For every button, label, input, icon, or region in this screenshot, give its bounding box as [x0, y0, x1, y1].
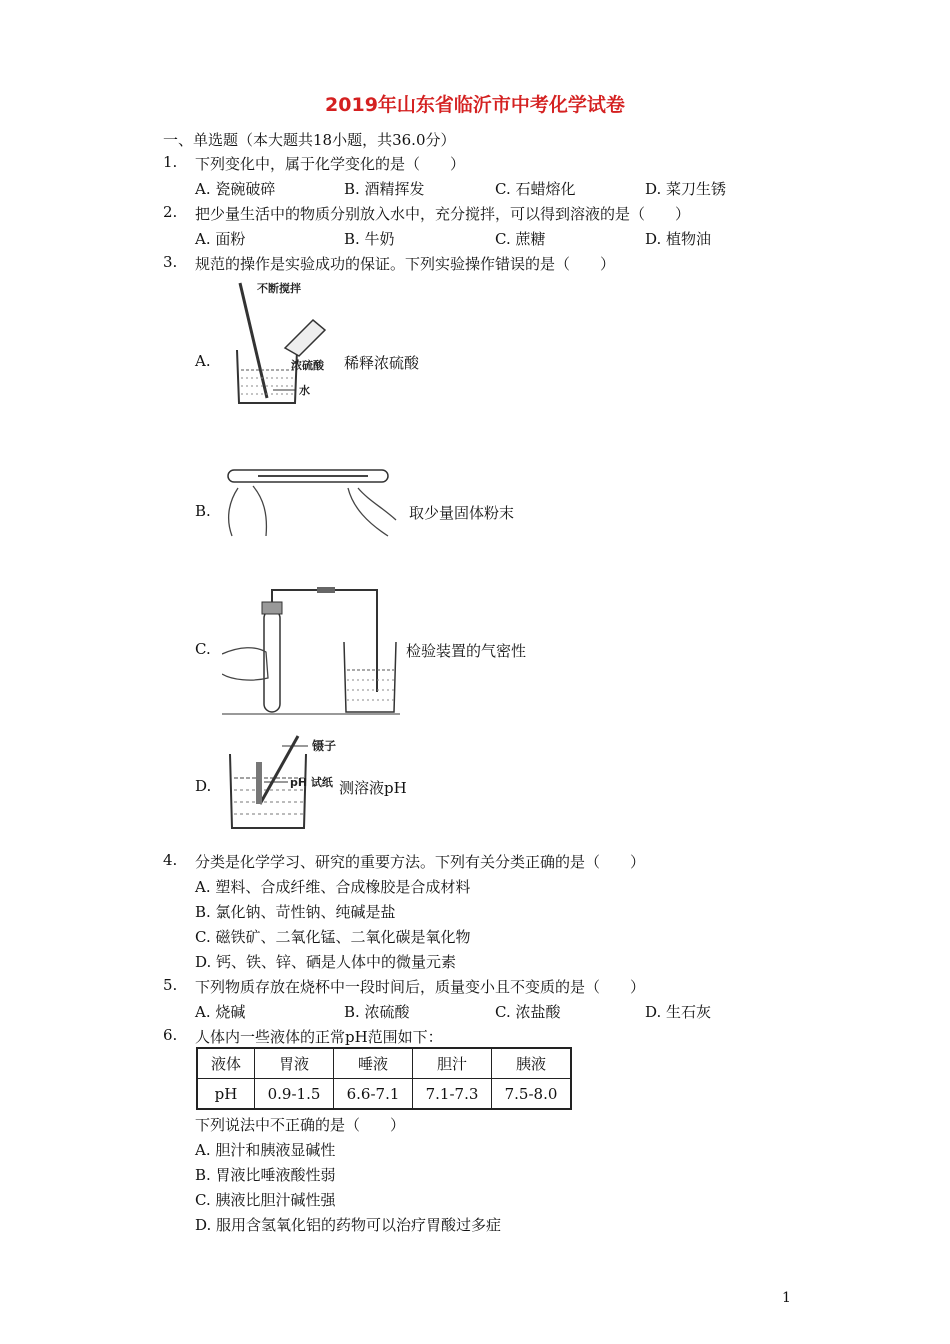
- powder-diagram: [218, 458, 403, 540]
- q6-option-b: B. 胃液比唾液酸性弱: [195, 1166, 336, 1184]
- airtightness-diagram: [222, 582, 402, 716]
- label-acid: 浓硫酸: [291, 359, 324, 372]
- q3-option-b-letter: B.: [195, 502, 211, 520]
- glass-rod: [240, 283, 267, 398]
- table-cell: 胆汁: [413, 1048, 492, 1079]
- q5-option-a: A. 烧碱: [195, 1003, 246, 1021]
- stopper: [262, 602, 282, 614]
- ph-paper: [256, 762, 262, 804]
- q6-number: 6.: [163, 1026, 178, 1044]
- q2-stem: 把少量生活中的物质分别放入水中，充分搅拌，可以得到溶液的是（ ）: [195, 205, 691, 223]
- q5-number: 5.: [163, 976, 178, 994]
- q4-option-a: A. 塑料、合成纤维、合成橡胶是合成材料: [195, 878, 471, 896]
- q1-option-d: D. 菜刀生锈: [645, 180, 727, 198]
- q1-stem: 下列变化中，属于化学变化的是（ ）: [195, 155, 466, 173]
- left-hand: [229, 486, 267, 536]
- q5-stem: 下列物质存放在烧杯中一段时间后，质量变小且不变质的是（ ）: [195, 978, 646, 996]
- page-number: 1: [782, 1290, 791, 1306]
- q5-option-d: D. 生石灰: [645, 1003, 712, 1021]
- q3-option-c-caption: 检验装置的气密性: [406, 642, 527, 660]
- label-stir: 不断搅拌: [257, 282, 301, 295]
- label-ph-paper: pH 试纸: [290, 776, 333, 789]
- table-cell: 唾液: [334, 1048, 413, 1079]
- q1-option-b: B. 酒精挥发: [344, 180, 425, 198]
- q2-option-a: A. 面粉: [195, 230, 246, 248]
- section-heading: 一、单选题（本大题共18小题，共36.0分）: [163, 131, 456, 149]
- q4-stem: 分类是化学学习、研究的重要方法。下列有关分类正确的是（ ）: [195, 853, 646, 871]
- q5-option-b: B. 浓硫酸: [344, 1003, 410, 1021]
- q2-option-d: D. 植物油: [645, 230, 712, 248]
- q3-number: 3.: [163, 253, 178, 271]
- q6-option-d: D. 服用含氢氧化铝的药物可以治疗胃酸过多症: [195, 1216, 502, 1234]
- ph-diagram: [222, 732, 342, 832]
- q6-stem: 人体内一些液体的正常pH范围如下：: [195, 1028, 443, 1046]
- q6-stem2: 下列说法中不正确的是（ ）: [195, 1116, 406, 1134]
- table-cell: 液体: [197, 1048, 255, 1079]
- table-cell: 0.9-1.5: [255, 1079, 334, 1110]
- q1-number: 1.: [163, 153, 178, 171]
- q4-option-d: D. 钙、铁、锌、硒是人体中的微量元素: [195, 953, 457, 971]
- q6-option-c: C. 胰液比胆汁碱性强: [195, 1191, 336, 1209]
- q3-option-d-letter: D.: [195, 777, 212, 795]
- q1-option-c: C. 石蜡熔化: [495, 180, 576, 198]
- table-cell: 7.1-7.3: [413, 1079, 492, 1110]
- table-cell: 胰液: [492, 1048, 572, 1079]
- q3-option-a-caption: 稀释浓硫酸: [344, 354, 420, 372]
- q2-number: 2.: [163, 203, 178, 221]
- ph-table: [196, 1047, 572, 1110]
- dilution-diagram: [225, 278, 345, 410]
- q6-option-a: A. 胆汁和胰液显碱性: [195, 1141, 336, 1159]
- q4-option-c: C. 磁铁矿、二氧化锰、二氧化碳是氧化物: [195, 928, 471, 946]
- page-title: 2019年山东省临沂市中考化学试卷: [325, 94, 625, 116]
- delivery-tube: [272, 590, 377, 692]
- beaker: [344, 642, 396, 712]
- q3-option-b-caption: 取少量固体粉末: [409, 504, 515, 522]
- label-water: 水: [299, 384, 310, 397]
- q3-stem: 规范的操作是实验成功的保证。下列实验操作错误的是（ ）: [195, 255, 616, 273]
- q1-option-a: A. 瓷碗破碎: [195, 180, 276, 198]
- q3-option-d-caption: 测溶液pH: [339, 779, 407, 797]
- q3-option-c-letter: C.: [195, 640, 211, 658]
- q4-number: 4.: [163, 851, 178, 869]
- q5-option-c: C. 浓盐酸: [495, 1003, 561, 1021]
- label-tweezers: 镊子: [312, 739, 337, 753]
- table-cell: pH: [197, 1079, 255, 1110]
- table-cell: 7.5-8.0: [492, 1079, 572, 1110]
- table-row: [197, 1079, 571, 1110]
- table-cell: 6.6-7.1: [334, 1079, 413, 1110]
- table-header-row: [197, 1048, 571, 1079]
- acid-bottle: [285, 320, 325, 356]
- right-hand: [348, 488, 396, 536]
- q3-option-a-letter: A.: [195, 352, 211, 370]
- q2-option-b: B. 牛奶: [344, 230, 395, 248]
- q4-option-b: B. 氯化钠、苛性钠、纯碱是盐: [195, 903, 396, 921]
- q2-option-c: C. 蔗糖: [495, 230, 546, 248]
- hand: [222, 648, 268, 680]
- table-cell: 胃液: [255, 1048, 334, 1079]
